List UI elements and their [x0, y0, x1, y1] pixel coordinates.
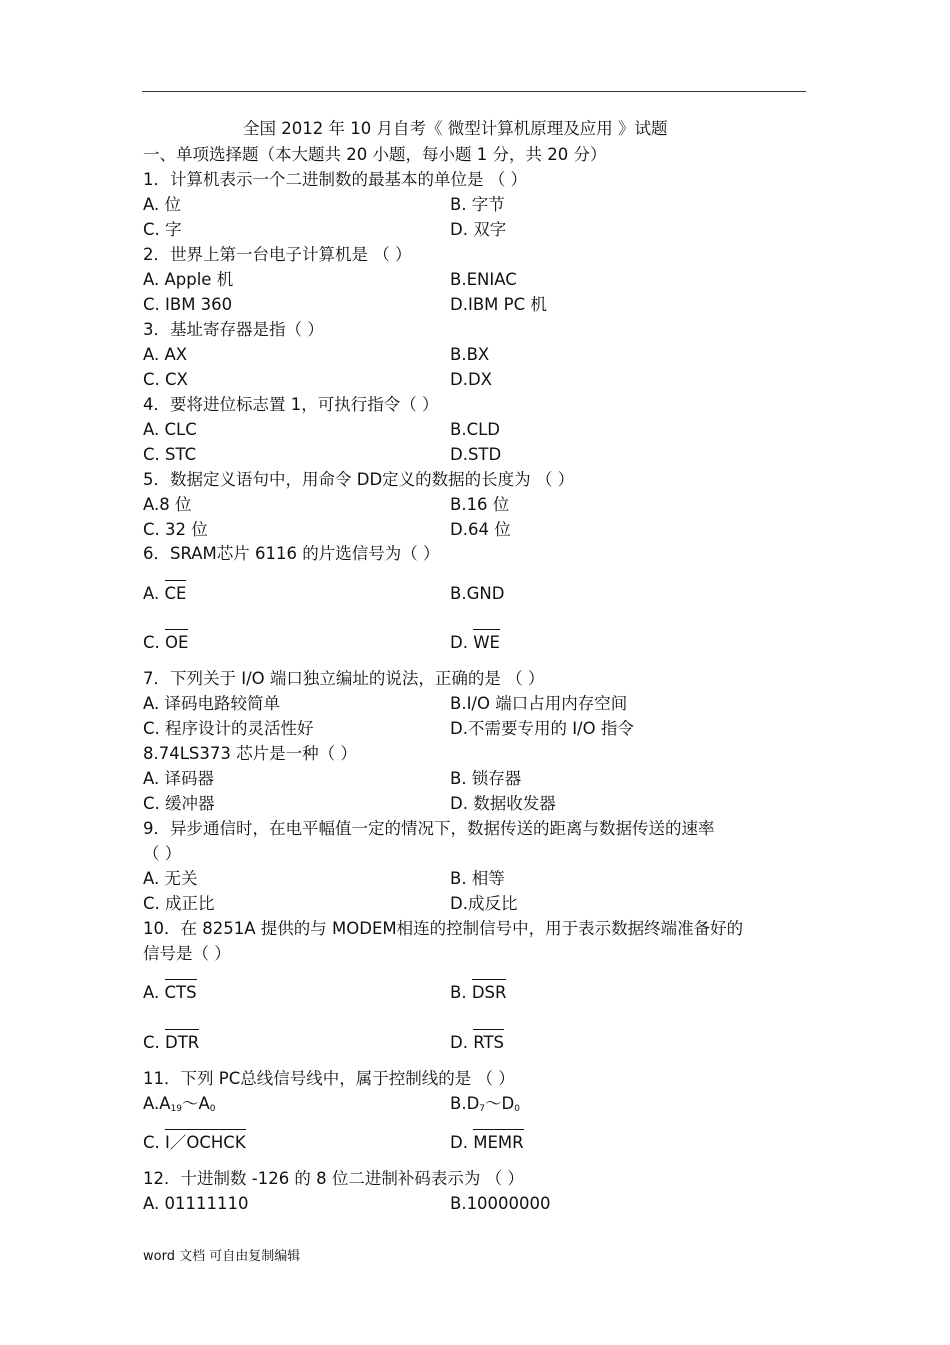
q5-option-c: C. 32 位 [143, 520, 208, 539]
q7-option-c: C. 程序设计的灵活性好 [143, 719, 314, 738]
option-prefix: A. [143, 983, 165, 1002]
option-prefix: C. [143, 633, 166, 652]
q4-option-d: D.STD [450, 445, 502, 464]
option-prefix: D. [450, 1033, 474, 1052]
question-8: 8.74LS373 芯片是一种（ ） [143, 744, 357, 763]
q10-option-d [450, 1033, 504, 1053]
option-prefix: B. [450, 983, 472, 1002]
q11-option-a [143, 1094, 216, 1119]
q1-option-b: B. 字节 [450, 195, 505, 214]
q2-option-a: A. Apple 机 [143, 270, 234, 289]
overlined-signal: I／OCHCK [165, 1133, 246, 1152]
section-heading: 一、单项选择题（本大题共 20 小题，每小题 1 分，共 20 分） [143, 145, 607, 164]
option-prefix: D. [450, 1133, 474, 1152]
subscript: 0 [209, 1104, 216, 1114]
q12-option-a: A. 01111110 [143, 1194, 249, 1213]
q9-option-c: C. 成正比 [143, 894, 215, 913]
q8-option-a: A. 译码器 [143, 769, 214, 788]
option-prefix: C. [143, 1133, 166, 1152]
q11-option-d [450, 1133, 524, 1153]
header-rule [142, 91, 806, 92]
q7-option-d: D.不需要专用的 I/O 指令 [450, 719, 634, 738]
q4-option-c: C. STC [143, 445, 197, 464]
question-4: 4．要将进位标志置 1，可执行指令（ ） [143, 395, 439, 414]
q10-option-a [143, 983, 197, 1003]
option-text: ～A [181, 1094, 210, 1113]
option-prefix: C. [143, 1033, 166, 1052]
q6-option-b: B.GND [450, 584, 505, 603]
q3-option-b: B.BX [450, 345, 490, 364]
q5-option-b: B.16 位 [450, 495, 510, 514]
q6-option-d [450, 633, 500, 653]
subscript: 19 [170, 1104, 182, 1114]
question-10-continued: 信号是（ ） [143, 944, 231, 963]
option-prefix: A. [143, 584, 165, 603]
question-9: 9．异步通信时，在电平幅值一定的情况下，数据传送的距离与数据传送的速率 [143, 819, 715, 838]
overlined-signal: OE [165, 633, 189, 652]
question-2: 2．世界上第一台电子计算机是 （ ） [143, 245, 412, 264]
overlined-signal: MEMR [473, 1133, 524, 1152]
question-7: 7．下列关于 I/O 端口独立编址的说法，正确的是 （ ） [143, 669, 545, 688]
q10-option-c [143, 1033, 199, 1053]
q1-option-d: D. 双字 [450, 220, 507, 239]
option-text: A.A [143, 1094, 171, 1113]
page-footer: word 文档 可自由复制编辑 [143, 1249, 301, 1264]
q12-option-b: B.10000000 [450, 1194, 551, 1213]
overlined-signal: DSR [471, 983, 507, 1002]
subscript: 7 [479, 1104, 486, 1114]
question-5: 5．数据定义语句中，用命令 DD定义的数据的长度为 （ ） [143, 470, 575, 489]
q4-option-b: B.CLD [450, 420, 500, 439]
q5-option-d: D.64 位 [450, 520, 511, 539]
q2-option-c: C. IBM 360 [143, 295, 233, 314]
q3-option-d: D.DX [450, 370, 492, 389]
overlined-signal: CE [164, 584, 187, 603]
option-text: B.D [450, 1094, 480, 1113]
q11-option-b [450, 1094, 520, 1119]
q8-option-b: B. 锁存器 [450, 769, 522, 788]
q8-option-d: D. 数据收发器 [450, 794, 556, 813]
page-title: 全国 2012 年 10 月自考《 微型计算机原理及应用 》试题 [243, 119, 668, 138]
question-9-continued: （ ） [143, 844, 182, 863]
q8-option-c: C. 缓冲器 [143, 794, 215, 813]
q6-option-c [143, 633, 188, 653]
question-12: 12．十进制数 -126 的 8 位二进制补码表示为 （ ） [143, 1169, 524, 1188]
q9-option-b: B. 相等 [450, 869, 505, 888]
q7-option-b: B.I/O 端口占用内存空间 [450, 694, 628, 713]
subscript: 0 [514, 1104, 520, 1114]
q3-option-c: C. CX [143, 370, 188, 389]
overlined-signal: WE [473, 633, 500, 652]
q1-option-a: A. 位 [143, 195, 181, 214]
q11-option-c [143, 1133, 246, 1153]
q2-option-b: B.ENIAC [450, 270, 517, 289]
question-3: 3．基址寄存器是指（ ） [143, 320, 324, 339]
q3-option-a: A. AX [143, 345, 188, 364]
overlined-signal: CTS [164, 983, 197, 1002]
q9-option-a: A. 无关 [143, 869, 198, 888]
option-prefix: D. [450, 633, 474, 652]
question-1: 1．计算机表示一个二进制数的最基本的单位是 （ ） [143, 170, 527, 189]
q6-option-a [143, 584, 186, 604]
option-text: ～D [485, 1094, 515, 1113]
q4-option-a: A. CLC [143, 420, 197, 439]
q10-option-b [450, 983, 506, 1003]
question-11: 11．下列 PC总线信号线中，属于控制线的是 （ ） [143, 1069, 515, 1088]
overlined-signal: DTR [165, 1033, 200, 1052]
q9-option-d: D.成反比 [450, 894, 518, 913]
q2-option-d: D.IBM PC 机 [450, 295, 547, 314]
q1-option-c: C. 字 [143, 220, 182, 239]
q5-option-a: A.8 位 [143, 495, 192, 514]
q7-option-a: A. 译码电路较简单 [143, 694, 280, 713]
overlined-signal: RTS [473, 1033, 505, 1052]
question-6: 6．SRAM芯片 6116 的片选信号为（ ） [143, 544, 440, 563]
question-10: 10．在 8251A 提供的与 MODEM相连的控制信号中，用于表示数据终端准备好的 [143, 919, 744, 938]
